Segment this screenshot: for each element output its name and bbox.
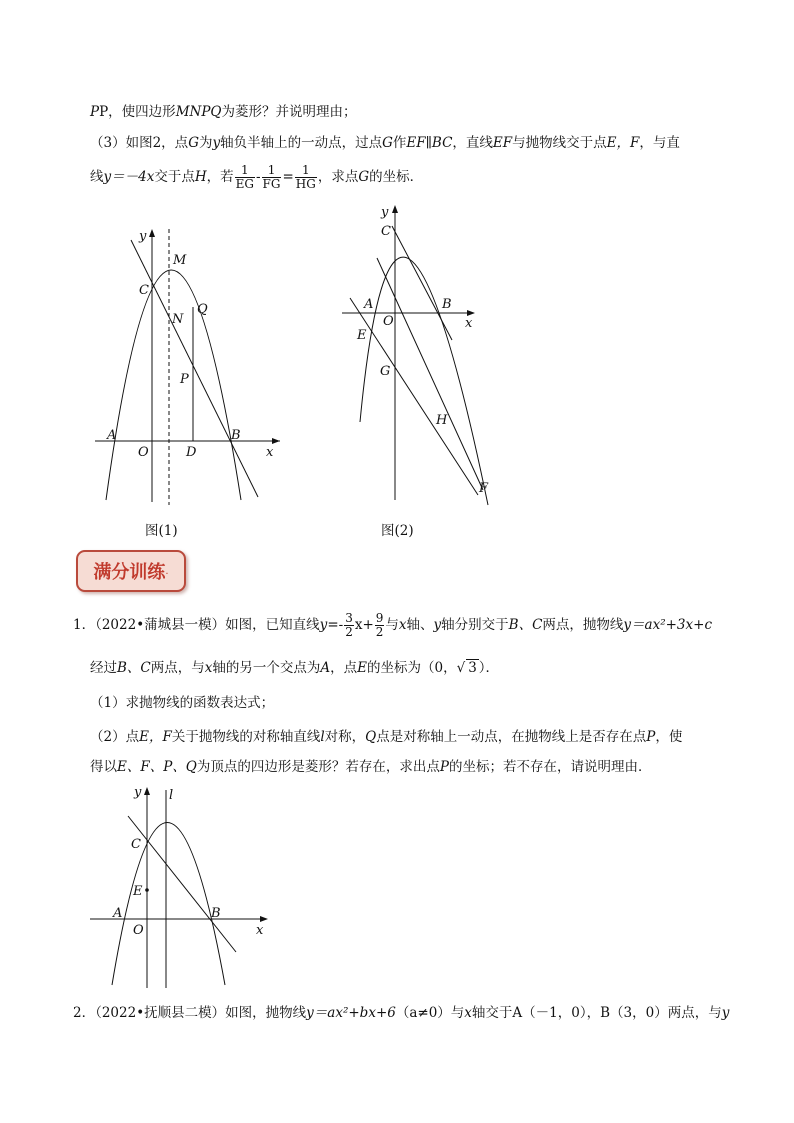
fig3-y-arrow	[144, 787, 150, 795]
fig1-label-M: M	[173, 253, 187, 268]
fig1-label-N: N	[172, 312, 184, 327]
fraction-1-fg: $\frac{1}{FG}$	[262, 163, 281, 191]
fig2-label-A: A	[364, 297, 374, 312]
question-3-line-2: 线y＝－4x交于点H，若 $\frac{1}{EG}$ - $\frac{1}{FG}$ = $\frac{1}{HG}$ ，求点G的坐标．	[90, 163, 424, 191]
fig2-label-O: O	[383, 314, 394, 329]
fig3-label-x: x	[256, 923, 264, 938]
fig3-label-y: y	[134, 785, 142, 800]
sqrt-symbol: √	[456, 660, 466, 676]
point-p-label: P	[90, 104, 100, 120]
problem-1-line-2: 经过B、C两点，与x轴的另一个交点为A，点E的坐标为（0，√ 3 ）．	[90, 660, 500, 676]
fig1-label-A: A	[107, 428, 117, 443]
problem-2-line-1: 2．（2022•抚顺县二模）如图，抛物线y＝ax²+bx+6（a≠0）与x轴交于A（－1，0），B（3，0）两点，与y	[73, 1005, 730, 1021]
fig2-label-B: B	[442, 297, 452, 312]
fig2-line-ef	[377, 258, 483, 490]
figure-2-diagram	[335, 200, 495, 512]
fig3-x-arrow	[260, 916, 268, 922]
problem-1-sub-1: （1）求抛物线的函数表达式；	[90, 695, 275, 711]
problem-1-line-1: 1．（2022•蒲城县一模）如图，已知直线y=- $\frac{3}{2}$ x+ $\frac{9}{2}$ 与x轴、y轴分别交于B、C两点，抛物线y＝ax²+3x+c	[73, 611, 713, 639]
fig3-label-l: l	[169, 788, 174, 803]
fig3-label-E: E	[133, 884, 143, 899]
fraction-1-hg: $\frac{1}{HG}$	[295, 163, 316, 191]
fig2-line-y-neg4x	[350, 298, 478, 495]
fig2-parabola	[360, 257, 488, 505]
fig2-label-y: y	[381, 205, 389, 220]
fig3-label-O: O	[133, 923, 144, 938]
problem-1-sub-2-line-2: 得以E、F、P、Q为顶点的四边形是菱形？若存在，求出点P的坐标；若不存在，请说明理由．	[90, 759, 652, 775]
fig2-label-F: F	[479, 481, 489, 496]
figure-3-diagram	[88, 780, 278, 992]
fig1-label-O: O	[138, 445, 149, 460]
fig1-parabola	[106, 270, 241, 500]
fig3-label-A: A	[113, 906, 123, 921]
fig3-label-B: B	[211, 906, 221, 921]
fig3-parabola	[112, 823, 225, 986]
section-banner: 满分训练 .	[76, 550, 186, 592]
fig3-label-C: C	[131, 837, 141, 852]
fig2-label-G: G	[380, 364, 391, 379]
fraction-1-eg: $\frac{1}{EG}$	[235, 163, 254, 191]
fig1-label-y: y	[139, 229, 147, 244]
fig1-label-C: C	[139, 283, 149, 298]
fig3-point-E	[145, 888, 149, 892]
fig2-label-H: H	[436, 413, 448, 428]
fraction-9-2: $\frac{9}{2}$	[375, 611, 384, 639]
figure-2-caption: 图(2)	[381, 523, 414, 539]
fig1-label-D: D	[186, 445, 197, 460]
fraction-3-2: $\frac{3}{2}$	[345, 611, 353, 639]
fig2-label-E: E	[357, 328, 367, 343]
figure-1-diagram	[95, 222, 295, 512]
fig1-y-arrow	[149, 229, 155, 237]
fig1-x-arrow	[272, 438, 280, 444]
fig1-label-Q: Q	[197, 302, 208, 317]
fig3-line-bc	[128, 816, 236, 952]
fig1-label-x: x	[266, 445, 274, 460]
problem-1-sub-2-line-1: （2）点E，F关于抛物线的对称轴直线l对称，Q点是对称轴上一动点，在抛物线上是否存在点P，使	[90, 729, 683, 745]
fig2-label-C: C	[381, 224, 391, 239]
fig2-label-x: x	[465, 316, 473, 331]
fig2-line-bc	[392, 226, 452, 340]
question-3-line-1: （3）如图2，点G为y轴负半轴上的一动点，过点G作EF∥BC，直线EF与抛物线交于点E，F，与直	[90, 135, 680, 151]
fig2-y-arrow	[392, 205, 398, 213]
question-line-1: PP，使四边形MNPQ为菱形？并说明理由；	[90, 104, 357, 120]
fig1-label-B: B	[231, 428, 241, 443]
fig1-label-P: P	[180, 372, 189, 387]
figure-1-caption: 图(1)	[145, 523, 178, 539]
